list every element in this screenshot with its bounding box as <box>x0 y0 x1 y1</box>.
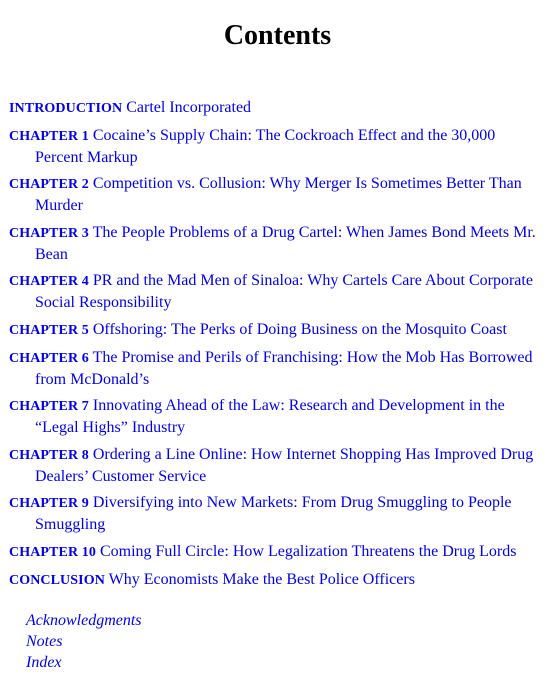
back-matter-acknowledgments[interactable]: Acknowledgments <box>26 612 142 629</box>
toc-entry-label: CHAPTER 2 <box>9 177 89 193</box>
toc-entry-title: PR and the Mad Men of Sinaloa: Why Cartels Care About Corporate Social Responsibility <box>35 272 533 312</box>
toc-entry-chapter-8[interactable] <box>9 444 547 487</box>
toc-entry-chapter-4[interactable] <box>9 270 547 313</box>
toc-entry-label: CHAPTER 6 <box>9 350 89 366</box>
toc-entry-chapter-7[interactable] <box>9 395 547 438</box>
back-matter-index[interactable]: Index <box>26 654 62 671</box>
toc-entry-label: CHAPTER 3 <box>9 225 89 241</box>
toc-entry-title: The People Problems of a Drug Cartel: When James Bond Meets Mr. Bean <box>35 223 536 263</box>
page-title: Contents <box>223 20 332 51</box>
toc-entry-label: CHAPTER 9 <box>9 496 89 512</box>
back-matter-list <box>26 610 142 673</box>
toc-entry-title: Coming Full Circle: How Legalization Threatens the Drug Lords <box>99 542 517 560</box>
toc-entry-label: CHAPTER 4 <box>9 274 89 290</box>
toc-entry-title: The Promise and Perils of Franchising: How the Mob Has Borrowed from McDonald’s <box>35 348 533 388</box>
toc-entry-label: CHAPTER 1 <box>9 128 89 144</box>
toc-entry-title: Cocaine’s Supply Chain: The Cockroach Effect and the 30,000 Percent Markup <box>35 126 496 166</box>
toc-entry-title: Diversifying into New Markets: From Drug Smuggling to People Smuggling <box>35 494 512 534</box>
toc-entry-title: Offshoring: The Perks of Doing Business on the Mosquito Coast <box>92 320 507 338</box>
toc-entry-title: Cartel Incorporated <box>126 99 252 116</box>
toc-entry-label: CHAPTER 5 <box>9 322 89 338</box>
toc-entry-chapter-1[interactable] <box>9 125 547 168</box>
toc-entry-title: Why Economists Make the Best Police Officers <box>108 570 415 588</box>
toc-entry-label: CHAPTER 10 <box>9 544 96 560</box>
toc-entry-introduction[interactable] <box>9 97 547 119</box>
toc-entry-chapter-5[interactable] <box>9 319 547 341</box>
toc-entry-chapter-3[interactable] <box>9 222 547 265</box>
toc-entry-title: Ordering a Line Online: How Internet Shopping Has Improved Drug Dealers’ Customer Service <box>35 445 534 485</box>
toc-entry-chapter-2[interactable] <box>9 173 547 216</box>
toc-entry-label: CHAPTER 8 <box>9 447 89 463</box>
toc-entry-chapter-9[interactable] <box>9 492 547 535</box>
toc-entry-chapter-6[interactable] <box>9 347 547 390</box>
toc-list <box>9 97 547 596</box>
back-matter-notes[interactable]: Notes <box>26 633 63 650</box>
toc-entry-label: CHAPTER 7 <box>9 399 89 415</box>
toc-entry-label: CONCLUSION <box>9 572 105 588</box>
toc-entry-conclusion[interactable] <box>9 569 547 591</box>
toc-entry-chapter-10[interactable] <box>9 541 547 563</box>
toc-entry-label: INTRODUCTION <box>9 101 123 116</box>
toc-entry-title: Innovating Ahead of the Law: Research and Development in the “Legal Highs” Industry <box>35 397 505 437</box>
toc-entry-title: Competition vs. Collusion: Why Merger Is Sometimes Better Than Murder <box>35 175 522 215</box>
